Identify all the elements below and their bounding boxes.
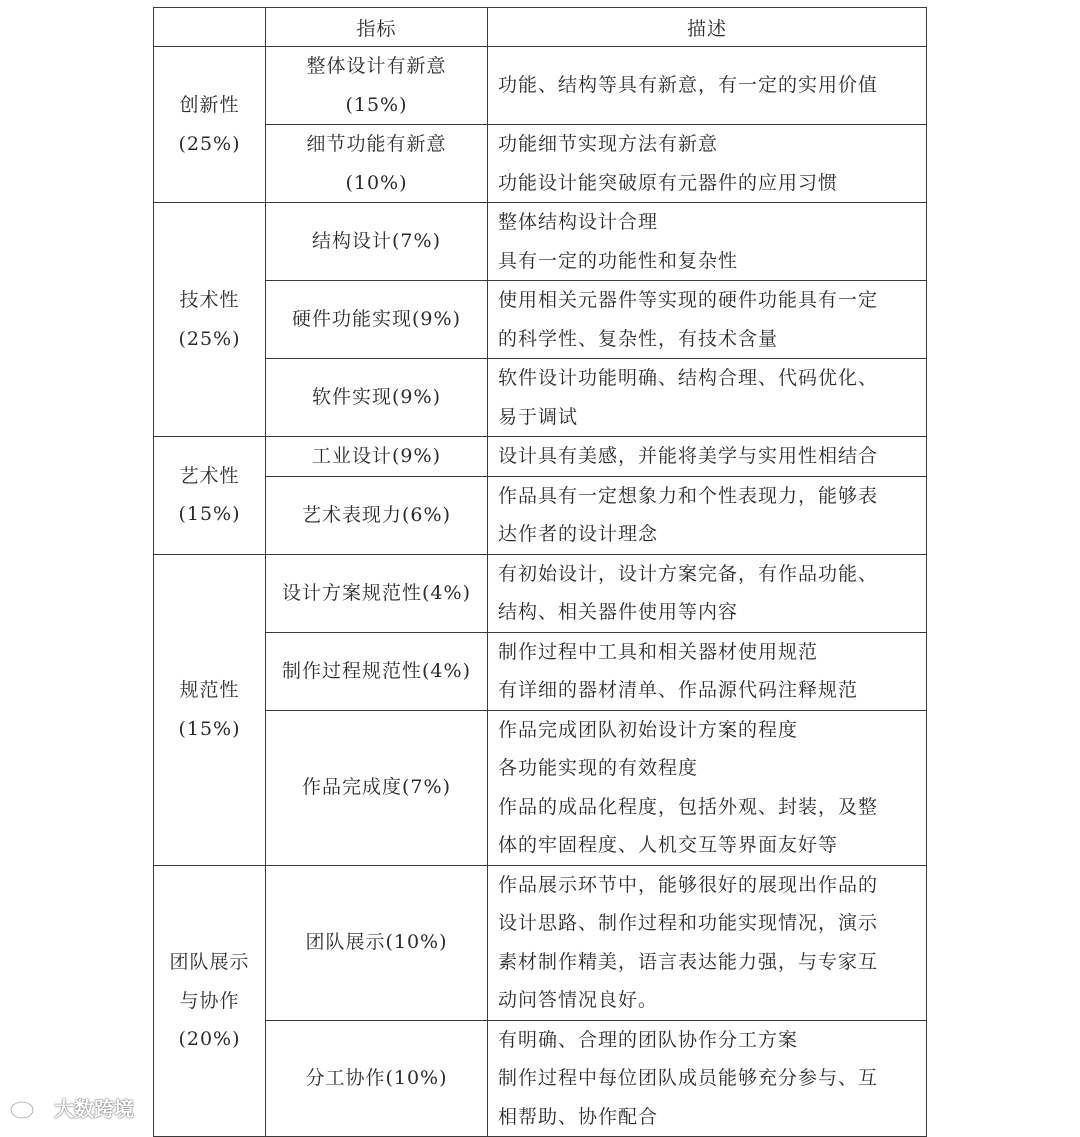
table-row <box>154 47 927 125</box>
watermark-text: 大数跨境 <box>54 1096 134 1121</box>
indicator-cell: 结构设计(7%) <box>266 203 488 281</box>
category-technical: 技术性 (25%) <box>154 203 266 437</box>
table-row <box>154 710 927 865</box>
table-row <box>154 1020 927 1137</box>
description-cell: 功能、结构等具有新意，有一定的实用价值 <box>488 47 927 125</box>
indicator-cell: 作品完成度(7%) <box>266 710 488 865</box>
indicator-cell: 艺术表现力(6%) <box>266 476 488 554</box>
table-row <box>154 125 927 203</box>
indicator-cell: 工业设计(9%) <box>266 437 488 477</box>
indicator-cell: 设计方案规范性(4%) <box>266 554 488 632</box>
table-row <box>154 437 927 477</box>
category-innovation: 创新性 (25%) <box>154 47 266 203</box>
description-cell: 软件设计功能明确、结构合理、代码优化、 易于调试 <box>488 359 927 437</box>
indicator-cell: 团队展示(10%) <box>266 865 488 1020</box>
table-row <box>154 359 927 437</box>
description-cell: 整体结构设计合理 具有一定的功能性和复杂性 <box>488 203 927 281</box>
indicator-cell: 整体设计有新意 (15%) <box>266 47 488 125</box>
indicator-cell: 硬件功能实现(9%) <box>266 281 488 359</box>
indicator-cell: 细节功能有新意 (10%) <box>266 125 488 203</box>
description-cell: 制作过程中工具和相关器材使用规范 有详细的器材清单、作品源代码注释规范 <box>488 632 927 710</box>
table-row <box>154 476 927 554</box>
cropped-caption-fragment <box>215 0 435 4</box>
indicator-cell: 分工协作(10%) <box>266 1020 488 1137</box>
indicator-cell: 制作过程规范性(4%) <box>266 632 488 710</box>
table-row <box>154 554 927 632</box>
table-row <box>154 281 927 359</box>
category-standardization: 规范性 (15%) <box>154 554 266 865</box>
description-cell: 作品具有一定想象力和个性表现力，能够表 达作者的设计理念 <box>488 476 927 554</box>
evaluation-rubric-table <box>153 7 927 1137</box>
watermark <box>8 1092 134 1122</box>
header-indicator: 指标 <box>266 8 488 47</box>
description-cell: 有初始设计，设计方案完备，有作品功能、 结构、相关器件使用等内容 <box>488 554 927 632</box>
header-category-cell <box>154 8 266 47</box>
indicator-cell: 软件实现(9%) <box>266 359 488 437</box>
table-header-row <box>154 8 927 47</box>
category-team: 团队展示 与协作 (20%) <box>154 865 266 1137</box>
header-description: 描述 <box>488 8 927 47</box>
description-cell: 作品展示环节中，能够很好的展现出作品的 设计思路、制作过程和功能实现情况，演示 素材制作精美，语言表达能力强，与专家互 动问答情况良好。 <box>488 865 927 1020</box>
description-cell: 有明确、合理的团队协作分工方案 制作过程中每位团队成员能够充分参与、互 相帮助、协作配合 <box>488 1020 927 1137</box>
description-cell: 功能细节实现方法有新意 功能设计能突破原有元器件的应用习惯 <box>488 125 927 203</box>
description-cell: 使用相关元器件等实现的硬件功能具有一定 的科学性、复杂性，有技术含量 <box>488 281 927 359</box>
category-artistic: 艺术性 (15%) <box>154 437 266 555</box>
table-row <box>154 203 927 281</box>
description-cell: 作品完成团队初始设计方案的程度 各功能实现的有效程度 作品的成品化程度，包括外观、封装，及整 体的牢固程度、人机交互等界面友好等 <box>488 710 927 865</box>
table-row <box>154 632 927 710</box>
description-cell: 设计具有美感，并能将美学与实用性相结合 <box>488 437 927 477</box>
table-row <box>154 865 927 1020</box>
weibo-logo-icon <box>8 1093 48 1121</box>
